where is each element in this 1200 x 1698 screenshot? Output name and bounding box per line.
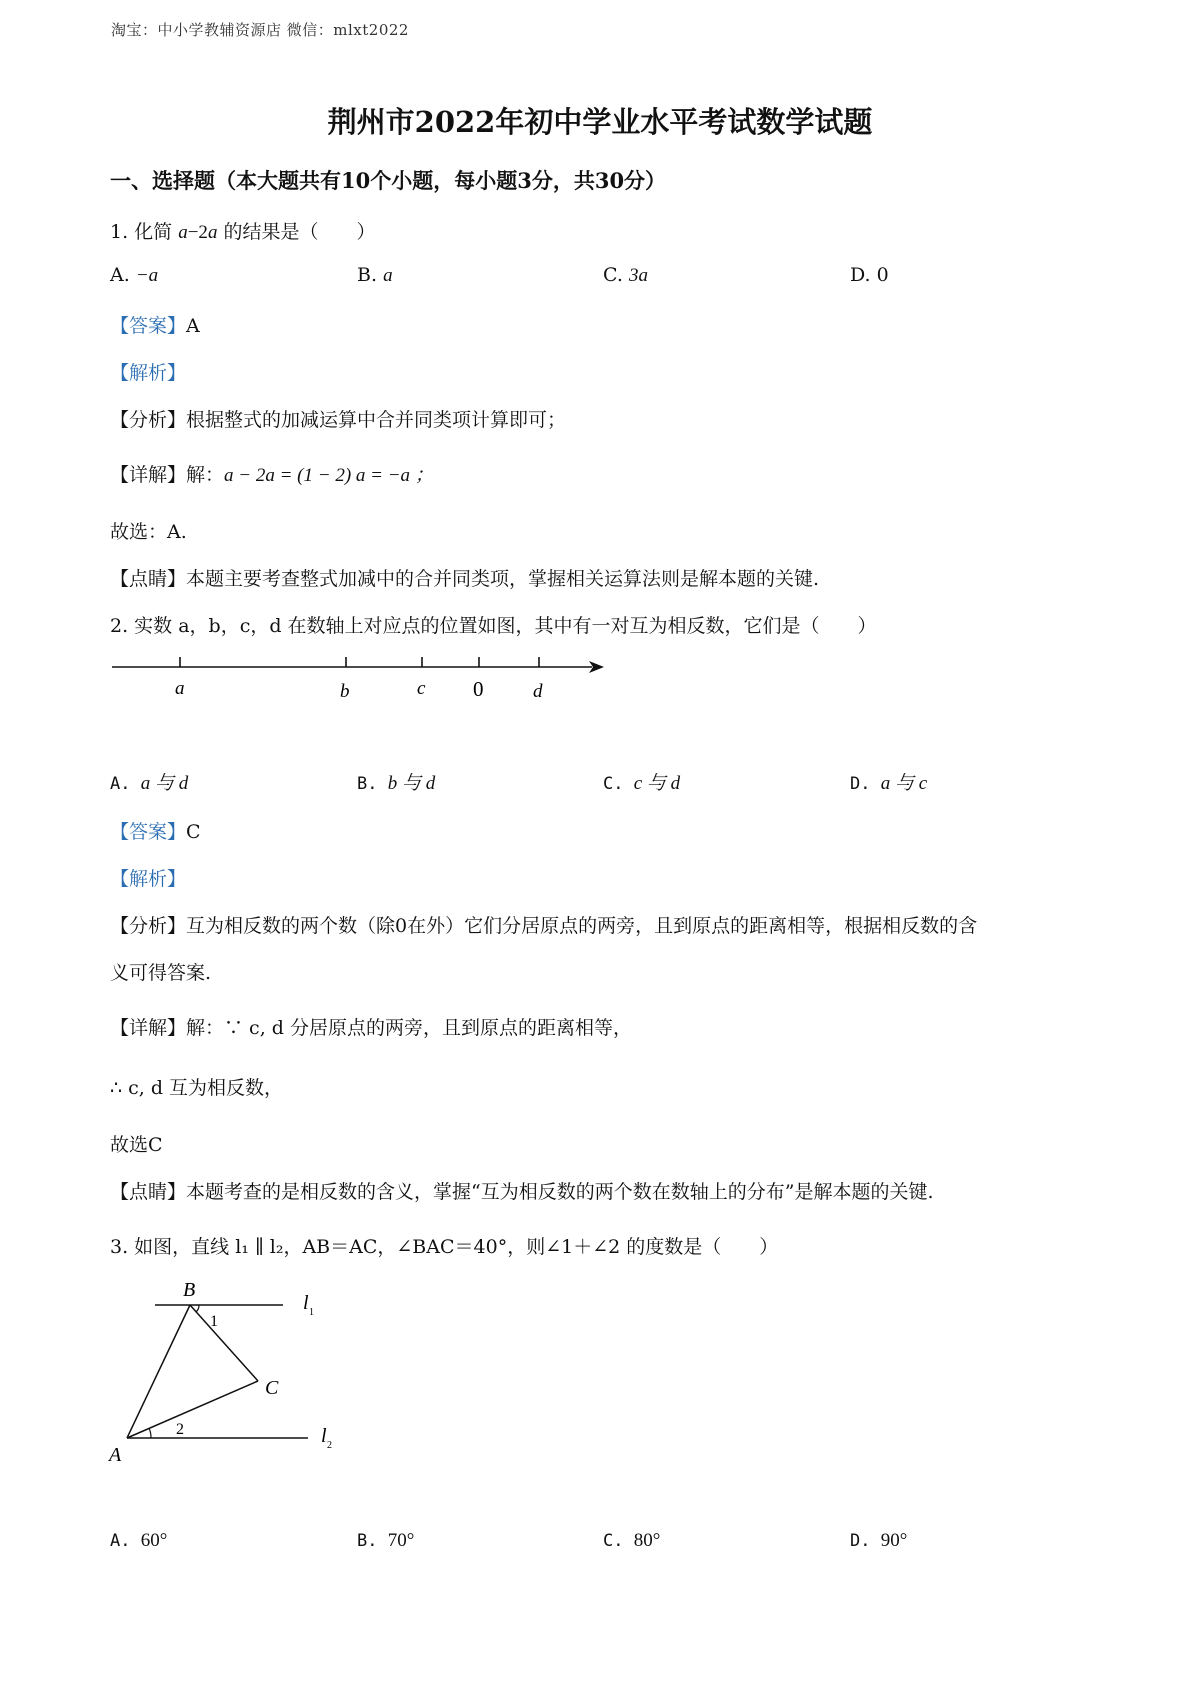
page-title: 荆州市2022年初中学业水平考试数学试题 bbox=[327, 105, 873, 139]
q2-answer-value: C bbox=[186, 821, 201, 843]
q1-option-d bbox=[850, 264, 889, 286]
q1-detail bbox=[110, 460, 434, 487]
axis-label-zero: 0 bbox=[473, 677, 484, 701]
q2-option-d-letter: D. bbox=[850, 774, 871, 794]
q1-fenxi-text: 根据整式的加减运算中合并同类项计算即可； bbox=[186, 409, 567, 431]
q2-detail bbox=[110, 1013, 632, 1040]
label-a: A bbox=[109, 1444, 122, 1466]
axis-label-d: d bbox=[533, 681, 543, 702]
q1-option-c-letter: C. bbox=[603, 264, 623, 286]
q2-comment bbox=[110, 1177, 933, 1204]
q2-answer-label: 【答案】 bbox=[110, 821, 187, 843]
angle-1-arc bbox=[196, 1305, 199, 1312]
q3-option-a-letter: A. bbox=[110, 1531, 131, 1551]
q1-expr-b: a bbox=[207, 222, 218, 243]
q1-answer bbox=[110, 311, 200, 338]
q3-option-b-letter: B. bbox=[357, 1531, 378, 1551]
q2-option-b bbox=[357, 768, 435, 795]
q2-option-c-text: c 与 d bbox=[633, 773, 681, 794]
q1-option-c-text: 3a bbox=[628, 265, 648, 286]
segment-bc bbox=[190, 1305, 258, 1381]
q2-option-d-text: a 与 c bbox=[880, 773, 928, 794]
q2-comment-text: 本题考查的是相反数的含义，掌握“互为相反数的两个数在数轴上的分布”是解本题的关键. bbox=[186, 1181, 934, 1203]
label-angle-2: 2 bbox=[176, 1421, 184, 1438]
q2-comment-label: 【点睛】 bbox=[110, 1181, 187, 1203]
q1-option-a-text: −a bbox=[135, 265, 159, 286]
q1-expr-mid: −2 bbox=[187, 222, 208, 243]
triangle-figure bbox=[100, 1272, 350, 1472]
q2-option-b-text: b 与 d bbox=[387, 773, 436, 794]
axis-label-c: c bbox=[417, 678, 426, 699]
label-l1-sub: 1 bbox=[309, 1307, 314, 1318]
q1-conclusion: 故选：A. bbox=[110, 521, 187, 543]
q3-option-c-letter: C. bbox=[603, 1531, 624, 1551]
q1-option-d-text: 0 bbox=[876, 264, 889, 286]
q1-fenxi bbox=[110, 405, 566, 432]
q3-option-c-text: 80° bbox=[633, 1530, 661, 1551]
q3-option-a bbox=[110, 1530, 167, 1552]
q3-option-d-text: 90° bbox=[880, 1530, 908, 1551]
label-l1: l bbox=[303, 1292, 309, 1314]
label-c: C bbox=[265, 1377, 279, 1399]
q2-fenxi-line2: 义可得答案. bbox=[110, 962, 212, 984]
q2-conclusion: 故选C bbox=[110, 1134, 163, 1156]
q2-option-a bbox=[110, 768, 188, 795]
segment-ac bbox=[127, 1381, 258, 1438]
q1-option-b bbox=[357, 264, 393, 287]
watermark: 淘宝：中小学教辅资源店 微信：mlxt2022 bbox=[111, 21, 409, 39]
label-l2: l bbox=[321, 1425, 327, 1447]
q2-answer bbox=[110, 817, 201, 844]
q1-analysis-label: 【解析】 bbox=[110, 362, 187, 384]
q2-option-d bbox=[850, 768, 927, 795]
segment-ab bbox=[127, 1305, 190, 1438]
q1-detail-math: a − 2a = (1 − 2) a = −a ； bbox=[224, 465, 434, 486]
q1-option-d-letter: D. bbox=[850, 264, 871, 286]
angle-2-arc bbox=[149, 1428, 151, 1438]
q3-stem: 3. 如图，直线 l₁ ∥ l₂，AB＝AC，∠BAC＝40°，则∠1＋∠2 的度数是（ ） bbox=[110, 1236, 779, 1258]
label-b: B bbox=[183, 1279, 196, 1301]
q2-stem: 2. 实数 a，b，c，d 在数轴上对应点的位置如图，其中有一对互为相反数，它们是（ ） bbox=[110, 615, 877, 637]
section-heading: 一、选择题（本大题共有10个小题，每小题3分，共30分） bbox=[110, 168, 667, 193]
q2-option-a-text: a 与 d bbox=[140, 773, 189, 794]
q1-expr-a: a bbox=[178, 222, 188, 243]
q3-option-b-text: 70° bbox=[387, 1530, 415, 1551]
q2-fenxi-text1: 互为相反数的两个数（除0在外）它们分居原点的两旁，且到原点的距离相等，根据相反数的含 bbox=[186, 915, 978, 937]
q2-fenxi-line1 bbox=[110, 911, 977, 938]
q1-answer-value: A bbox=[186, 315, 200, 337]
q2-option-c bbox=[603, 768, 680, 795]
label-l2-sub: 2 bbox=[327, 1440, 332, 1451]
q1-option-a-letter: A. bbox=[110, 264, 130, 286]
q2-detail-text: 解：∵ c, d 分居原点的两旁，且到原点的距离相等， bbox=[186, 1017, 632, 1039]
q1-comment bbox=[110, 564, 819, 591]
q1-option-a bbox=[110, 264, 158, 287]
q1-stem-suffix: 的结果是（ ） bbox=[223, 221, 376, 243]
q2-option-c-letter: C. bbox=[603, 774, 624, 794]
q1-stem-prefix: 1. 化简 bbox=[110, 221, 173, 243]
q1-detail-prefix: 解： bbox=[186, 464, 225, 486]
number-line-figure bbox=[110, 650, 610, 710]
q1-fenxi-label: 【分析】 bbox=[110, 409, 187, 431]
q3-option-d-letter: D. bbox=[850, 1531, 871, 1551]
label-angle-1: 1 bbox=[210, 1313, 218, 1330]
q2-therefore: ∴ c, d 互为相反数， bbox=[110, 1077, 284, 1099]
q1-option-b-text: a bbox=[383, 265, 393, 286]
q3-option-d bbox=[850, 1530, 907, 1552]
q2-option-b-letter: B. bbox=[357, 774, 378, 794]
q2-detail-label: 【详解】 bbox=[110, 1017, 187, 1039]
q2-analysis-label: 【解析】 bbox=[110, 868, 187, 890]
axis-label-a: a bbox=[175, 678, 185, 699]
q1-comment-text: 本题主要考查整式加减中的合并同类项，掌握相关运算法则是解本题的关键. bbox=[186, 568, 820, 590]
q1-stem bbox=[110, 217, 376, 244]
q3-option-c bbox=[603, 1530, 660, 1552]
q2-fenxi-label: 【分析】 bbox=[110, 915, 187, 937]
q3-option-b bbox=[357, 1530, 414, 1552]
axis-label-b: b bbox=[340, 681, 350, 702]
q1-answer-label: 【答案】 bbox=[110, 315, 187, 337]
q1-option-b-letter: B. bbox=[357, 264, 378, 286]
q1-option-c bbox=[603, 264, 648, 287]
q1-detail-label: 【详解】 bbox=[110, 464, 187, 486]
q1-comment-label: 【点睛】 bbox=[110, 568, 187, 590]
q3-option-a-text: 60° bbox=[140, 1530, 168, 1551]
q2-option-a-letter: A. bbox=[110, 774, 131, 794]
